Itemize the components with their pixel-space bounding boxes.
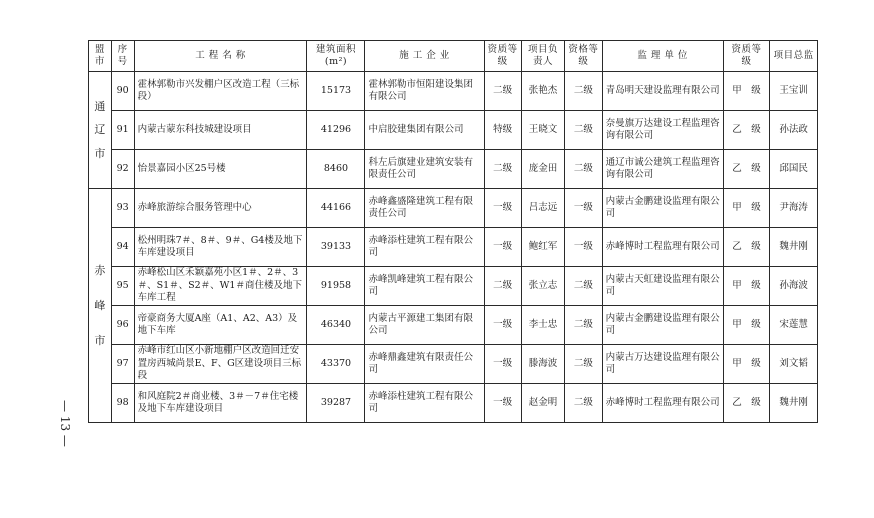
project-cell: 内蒙古蒙东科技城建设项目: [134, 111, 307, 150]
builder-cell: 内蒙古平源建工集团有限公司: [365, 306, 484, 345]
project-cell: 霍林郭勒市兴发棚户区改造工程（三标段）: [134, 72, 307, 111]
chief-cell: 王宝训: [770, 72, 818, 111]
supervisor-cell: 赤峰博时工程监理有限公司: [602, 228, 723, 267]
supervisor-qual-cell: 甲 级: [723, 189, 770, 228]
manager-qual-cell: 二级: [565, 306, 602, 345]
manager-qual-cell: 二级: [565, 345, 602, 384]
manager-qual-cell: 二级: [565, 111, 602, 150]
chief-cell: 邱国民: [770, 150, 818, 189]
project-cell: 赤峰松山区禾颖嘉苑小区1＃、2＃、3＃、S1＃、S2＃、W1＃商住楼及地下车库工程: [134, 267, 307, 306]
builder-cell: 赤峰凯峰建筑工程有限公司: [365, 267, 484, 306]
project-cell: 怡景嘉园小区25号楼: [134, 150, 307, 189]
manager-qual-cell: 二级: [565, 150, 602, 189]
supervisor-cell: 内蒙古金鹏建设监理有限公司: [602, 189, 723, 228]
manager-qual-cell: 一级: [565, 189, 602, 228]
builder-cell: 赤峰鑫盛隆建筑工程有限责任公司: [365, 189, 484, 228]
supervisor-qual-cell: 乙 级: [723, 228, 770, 267]
area-cell: 15173: [307, 72, 365, 111]
supervisor-qual-cell: 乙 级: [723, 150, 770, 189]
table-row: [89, 306, 818, 345]
manager-cell: 吕志远: [521, 189, 564, 228]
table-row: [89, 72, 818, 111]
supervisor-qual-cell: 甲 级: [723, 345, 770, 384]
supervisor-cell: 赤峰博时工程监理有限公司: [602, 384, 723, 423]
manager-cell: 李士忠: [521, 306, 564, 345]
area-cell: 91958: [307, 267, 365, 306]
chief-cell: 刘文韬: [770, 345, 818, 384]
builder-qual-cell: 二级: [484, 267, 521, 306]
seq-cell: 90: [111, 72, 134, 111]
manager-cell: 王晓文: [521, 111, 564, 150]
seq-cell: 95: [111, 267, 134, 306]
manager-cell: 赵金明: [521, 384, 564, 423]
table-row: [89, 228, 818, 267]
header-supervisor-qual: 资质等级: [723, 41, 770, 72]
seq-cell: 92: [111, 150, 134, 189]
area-cell: 46340: [307, 306, 365, 345]
project-cell: 和风庭院2＃商业楼、3＃－7＃住宅楼及地下车库建设项目: [134, 384, 307, 423]
chief-cell: 魏井刚: [770, 228, 818, 267]
builder-qual-cell: 一级: [484, 189, 521, 228]
project-cell: 赤峰旅游综合服务管理中心: [134, 189, 307, 228]
chief-cell: 孙法政: [770, 111, 818, 150]
table-header: [89, 41, 818, 72]
header-area: 建筑面积(m²): [307, 41, 365, 72]
builder-qual-cell: 二级: [484, 150, 521, 189]
supervisor-cell: 内蒙古金鹏建设监理有限公司: [602, 306, 723, 345]
builder-qual-cell: 特级: [484, 111, 521, 150]
manager-cell: 张立志: [521, 267, 564, 306]
table-row: [89, 189, 818, 228]
document-page: [88, 40, 818, 423]
seq-cell: 91: [111, 111, 134, 150]
builder-qual-cell: 一级: [484, 228, 521, 267]
table-row: [89, 345, 818, 384]
region-cell-chifeng: 赤 峰 市: [89, 189, 112, 423]
supervisor-cell: 内蒙古万达建设监理有限公司: [602, 345, 723, 384]
builder-cell: 赤峰添柱建筑工程有限公司: [365, 384, 484, 423]
header-manager-qual: 资格等级: [565, 41, 602, 72]
supervisor-qual-cell: 甲 级: [723, 267, 770, 306]
builder-qual-cell: 一级: [484, 345, 521, 384]
builder-qual-cell: 一级: [484, 306, 521, 345]
manager-qual-cell: 二级: [565, 72, 602, 111]
builder-qual-cell: 一级: [484, 384, 521, 423]
chief-cell: 魏井刚: [770, 384, 818, 423]
header-chief: 项目总监: [770, 41, 818, 72]
builder-cell: 赤峰鼎鑫建筑有限责任公司: [365, 345, 484, 384]
area-cell: 39287: [307, 384, 365, 423]
seq-cell: 94: [111, 228, 134, 267]
project-table: [88, 40, 818, 423]
supervisor-cell: 奈曼旗万达建设工程监理咨询有限公司: [602, 111, 723, 150]
manager-cell: 庞金田: [521, 150, 564, 189]
area-cell: 43370: [307, 345, 365, 384]
header-region: 盟市: [89, 41, 112, 72]
header-builder: 施 工 企 业: [365, 41, 484, 72]
supervisor-qual-cell: 甲 级: [723, 72, 770, 111]
manager-cell: 滕海波: [521, 345, 564, 384]
project-cell: 松州明珠7＃、8＃、9＃、G4楼及地下车库建设项目: [134, 228, 307, 267]
supervisor-cell: 内蒙古天虹建设监理有限公司: [602, 267, 723, 306]
builder-cell: 科左后旗建业建筑安装有限责任公司: [365, 150, 484, 189]
area-cell: 41296: [307, 111, 365, 150]
page-number: — 13 —: [58, 400, 72, 447]
supervisor-qual-cell: 甲 级: [723, 306, 770, 345]
seq-cell: 98: [111, 384, 134, 423]
project-cell: 帝豪商务大厦A座（A1、A2、A3）及地下车库: [134, 306, 307, 345]
supervisor-qual-cell: 乙 级: [723, 111, 770, 150]
header-project: 工 程 名 称: [134, 41, 307, 72]
header-seq: 序号: [111, 41, 134, 72]
table-row: [89, 384, 818, 423]
project-cell: 赤峰市红山区小新地棚户区改造回迁安置房西城尚景E、F、G区建设项目三标段: [134, 345, 307, 384]
table-row: [89, 111, 818, 150]
area-cell: 39133: [307, 228, 365, 267]
builder-cell: 霍林郭勒市恒阳建设集团有限公司: [365, 72, 484, 111]
manager-qual-cell: 二级: [565, 267, 602, 306]
supervisor-cell: 通辽市诚公建筑工程监理咨询有限公司: [602, 150, 723, 189]
area-cell: 8460: [307, 150, 365, 189]
supervisor-cell: 青岛明天建设监理有限公司: [602, 72, 723, 111]
supervisor-qual-cell: 乙 级: [723, 384, 770, 423]
chief-cell: 孙海波: [770, 267, 818, 306]
table-row: [89, 267, 818, 306]
builder-cell: 赤峰添柱建筑工程有限公司: [365, 228, 484, 267]
header-supervisor: 监 理 单 位: [602, 41, 723, 72]
builder-cell: 中启胶建集团有限公司: [365, 111, 484, 150]
header-manager: 项目负责人: [521, 41, 564, 72]
area-cell: 44166: [307, 189, 365, 228]
chief-cell: 宋莲慧: [770, 306, 818, 345]
manager-cell: 张艳杰: [521, 72, 564, 111]
seq-cell: 96: [111, 306, 134, 345]
seq-cell: 93: [111, 189, 134, 228]
chief-cell: 尹海涛: [770, 189, 818, 228]
table-row: [89, 150, 818, 189]
builder-qual-cell: 二级: [484, 72, 521, 111]
manager-qual-cell: 二级: [565, 384, 602, 423]
manager-qual-cell: 一级: [565, 228, 602, 267]
seq-cell: 97: [111, 345, 134, 384]
region-cell-tongliao: 通 辽 市: [89, 72, 112, 189]
header-builder-qual: 资质等级: [484, 41, 521, 72]
manager-cell: 鲍红军: [521, 228, 564, 267]
